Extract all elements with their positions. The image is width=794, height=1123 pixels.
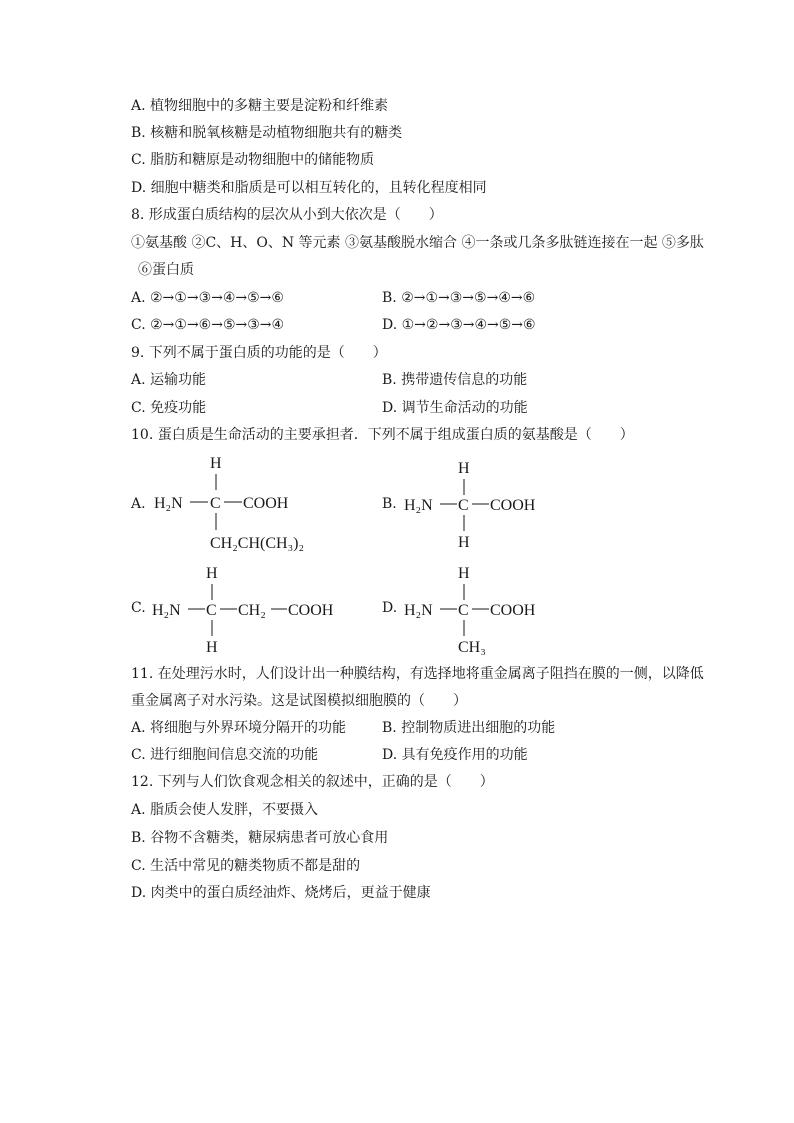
group-h2n: H₂N — [404, 602, 433, 619]
q10-option-a-structure — [150, 450, 360, 560]
q8-stem: 8. 形成蛋白质结构的层次从小到大依次是（ ） — [131, 207, 443, 223]
q9-option-b: B. 携带遗传信息的功能 — [382, 372, 528, 388]
q10-stem: 10. 蛋白质是生命活动的主要承担者．下列不属于组成蛋白质的氨基酸是（ ） — [131, 427, 634, 443]
q11-option-b: B. 控制物质进出细胞的功能 — [382, 720, 556, 736]
q8-option-a: A. ②→①→③→④→⑤→⑥ — [131, 290, 284, 306]
q7-option-a: A. 植物细胞中的多糖主要是淀粉和纤维素 — [131, 98, 389, 114]
q10-option-a-label: A. — [131, 496, 146, 512]
q8-option-d: D. ①→②→③→④→⑤→⑥ — [382, 317, 536, 333]
atom-h-top: H — [206, 565, 218, 582]
q11-stem-line2: 重金属离子对水污染。这是试图模拟细胞膜的（ ） — [131, 693, 467, 709]
q12-option-b: B. 谷物不含糖类，糖尿病患者可放心食用 — [131, 830, 389, 846]
q10-option-b-structure — [400, 455, 560, 550]
q9-stem: 9. 下列不属于蛋白质的功能的是（ ） — [131, 345, 387, 361]
q10-option-d-label: D. — [382, 600, 398, 616]
group-r: CH₂CH(CH₃)₂ — [210, 535, 305, 552]
q9-option-c: C. 免疫功能 — [131, 400, 207, 416]
group-cooh: COOH — [243, 495, 289, 512]
group-ch3: CH₃ — [458, 639, 486, 655]
atom-c-alpha: C — [210, 495, 221, 512]
atom-h-bottom: H — [206, 639, 218, 655]
q9-option-a: A. 运输功能 — [131, 372, 207, 388]
group-cooh: COOH — [490, 497, 536, 514]
q9-option-d: D. 调节生命活动的功能 — [382, 400, 528, 416]
group-cooh: COOH — [288, 602, 334, 619]
q10-option-d-structure — [400, 560, 565, 655]
q8-items-line1: ①氨基酸 ②C、H、O、N 等元素 ③氨基酸脱水缩合 ④一条或几条多肽链连接在一起 ⑤多肽 — [131, 235, 704, 251]
q12-stem: 12. 下列与人们饮食观念相关的叙述中，正确的是（ ） — [131, 774, 494, 790]
atom-c-alpha: C — [458, 497, 469, 514]
q10-option-b-label: B. — [382, 496, 397, 512]
atom-h-top: H — [458, 460, 470, 477]
q8-option-c: C. ②→①→⑥→⑤→③→④ — [131, 317, 285, 333]
atom-h-top: H — [210, 455, 222, 472]
q10-option-c-structure — [148, 560, 363, 655]
q8-items-line2: ⑥蛋白质 — [138, 262, 194, 278]
atom-c-alpha: C — [458, 602, 469, 619]
atom-h-top: H — [458, 565, 470, 582]
group-h2n: H₂N — [404, 497, 433, 514]
q7-option-c: C. 脂肪和糖原是动物细胞中的储能物质 — [131, 152, 375, 168]
group-h2n: H₂N — [154, 495, 183, 512]
group-ch2: CH₂ — [238, 602, 266, 619]
q12-option-d: D. 肉类中的蛋白质经油炸、烧烤后，更益于健康 — [131, 885, 431, 901]
q11-option-a: A. 将细胞与外界环境分隔开的功能 — [131, 720, 347, 736]
q8-option-b: B. ②→①→③→⑤→④→⑥ — [382, 290, 536, 306]
q11-option-d: D. 具有免疫作用的功能 — [382, 747, 528, 763]
atom-c-alpha: C — [206, 602, 217, 619]
atom-h-bottom: H — [458, 534, 470, 550]
q11-stem-line1: 11. 在处理污水时，人们设计出一种膜结构，有选择地将重金属离子阻挡在膜的一侧，以降低 — [131, 666, 704, 682]
q7-option-b: B. 核糖和脱氧核糖是动植物细胞共有的糖类 — [131, 125, 403, 141]
q7-option-d: D. 细胞中糖类和脂质是可以相互转化的，且转化程度相同 — [131, 180, 487, 196]
q10-option-c-label: C. — [131, 600, 146, 616]
group-cooh: COOH — [490, 602, 536, 619]
group-h2n: H₂N — [152, 602, 181, 619]
q11-option-c: C. 进行细胞间信息交流的功能 — [131, 747, 319, 763]
q12-option-a: A. 脂质会使人发胖，不要摄入 — [131, 802, 319, 818]
q12-option-c: C. 生活中常见的糖类物质不都是甜的 — [131, 858, 361, 874]
